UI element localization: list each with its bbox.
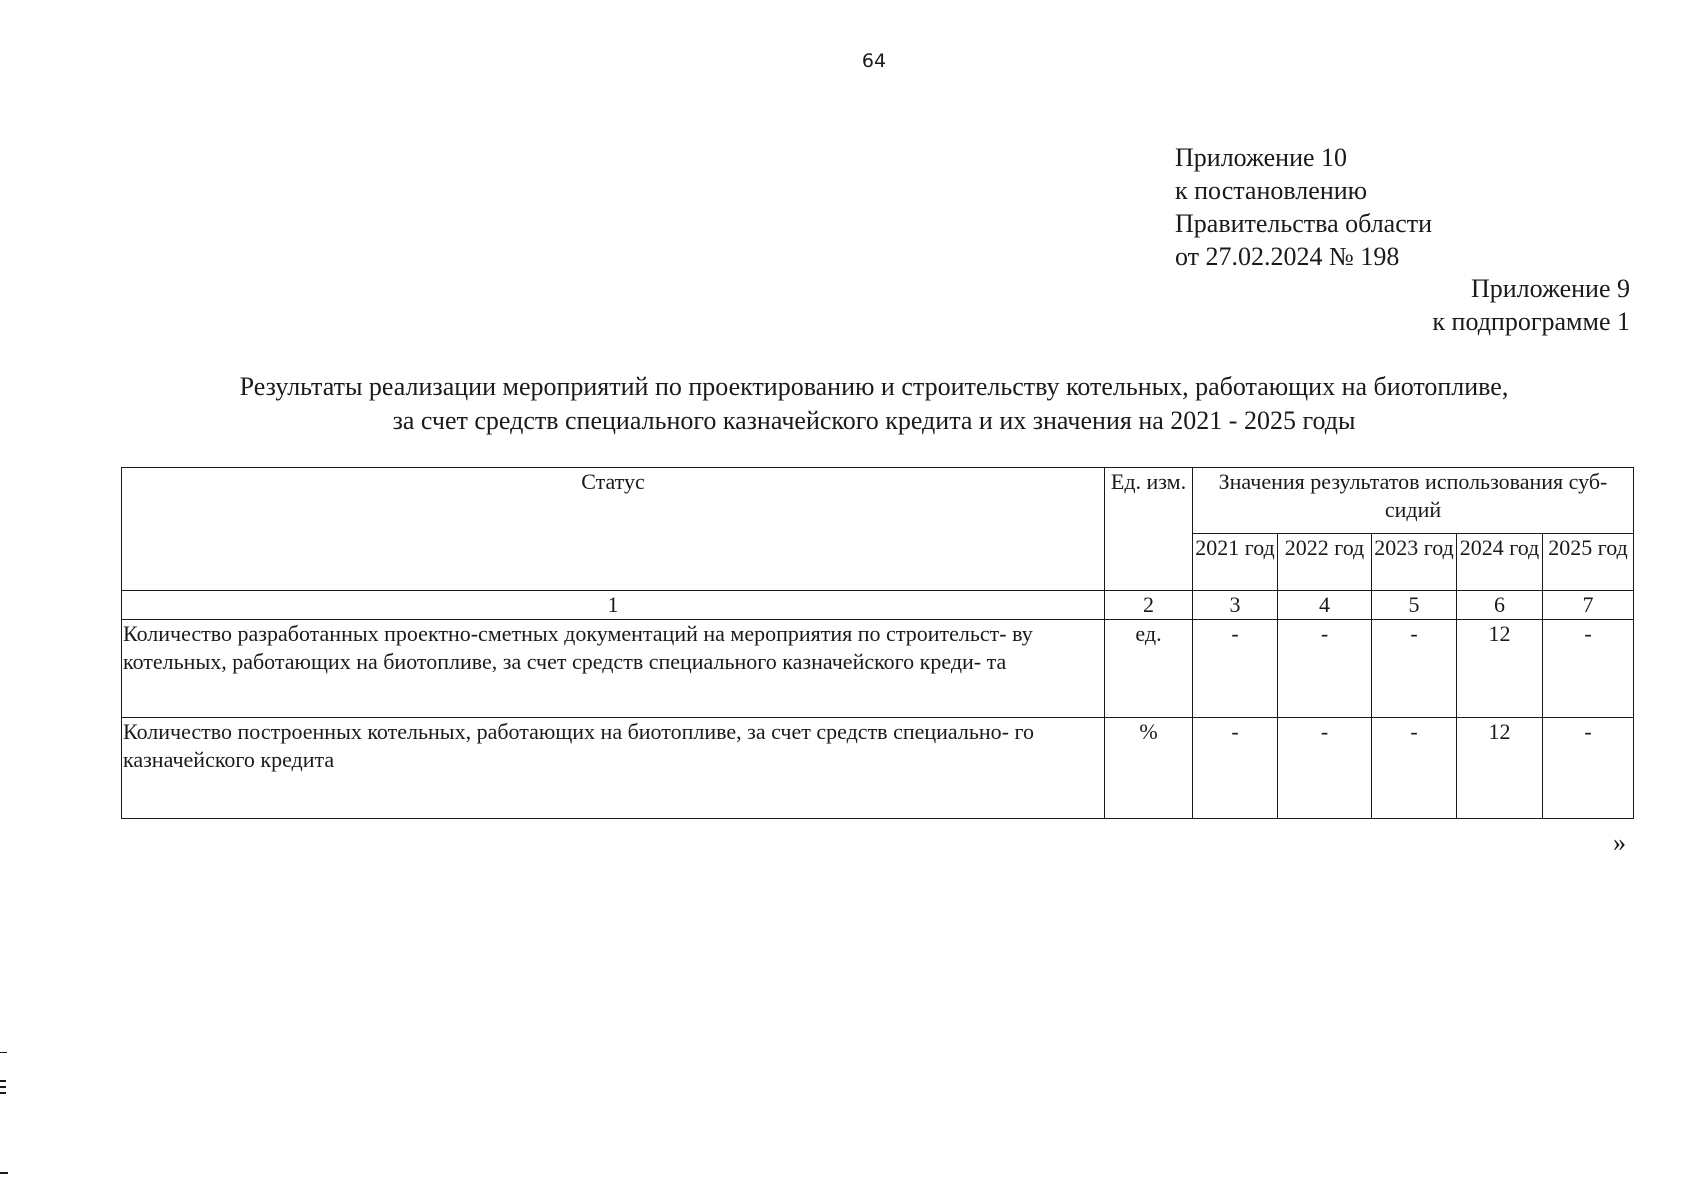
appendix-10-block — [1175, 141, 1432, 273]
results-table — [121, 467, 1634, 819]
document-title-line-1: Результаты реализации мероприятий по проектированию и строительству котельных, работающих на биотопливе, — [239, 372, 1509, 401]
column-number: 7 — [1543, 591, 1634, 620]
row-value: - — [1543, 620, 1634, 718]
appendix-10-line-4: от 27.02.2024 № 198 — [1175, 242, 1400, 271]
page-number: 64 — [861, 50, 887, 72]
header-year: 2022 год — [1278, 534, 1372, 591]
document-title-line-2: за счет средств специального казначейского кредита и их значения на 2021 - 2025 годы — [392, 406, 1356, 435]
column-number: 4 — [1278, 591, 1372, 620]
row-unit: ед. — [1105, 620, 1193, 718]
appendix-9-line-2: к подпрограмме 1 — [1432, 307, 1630, 336]
row-value: - — [1278, 620, 1372, 718]
row-value: - — [1278, 718, 1372, 819]
table-row — [122, 718, 1634, 819]
column-number: 5 — [1372, 591, 1457, 620]
row-unit: % — [1105, 718, 1193, 819]
appendix-9-block — [1432, 272, 1630, 338]
header-year: 2023 год — [1372, 534, 1457, 591]
row-value: - — [1372, 620, 1457, 718]
header-year: 2021 год — [1193, 534, 1278, 591]
row-value: 12 — [1457, 718, 1543, 819]
appendix-10-line-3: Правительства области — [1175, 209, 1433, 238]
scan-edge-mark — [0, 1092, 6, 1094]
scan-edge-mark — [0, 1080, 6, 1082]
row-status: Количество разработанных проектно-сметных документаций на мероприятия по строительст- ву котельных, работающих на биотопливе, за счет средств специального казначейского креди- та — [122, 620, 1105, 718]
row-value: - — [1543, 718, 1634, 819]
header-status: Статус — [122, 468, 1105, 591]
document-title — [0, 370, 1697, 438]
column-number: 3 — [1193, 591, 1278, 620]
appendix-10-line-1: Приложение 10 — [1175, 143, 1348, 172]
row-value: - — [1193, 718, 1278, 819]
row-value: - — [1372, 718, 1457, 819]
header-year: 2024 год — [1457, 534, 1543, 591]
column-number-row — [122, 591, 1634, 620]
scan-edge-mark — [0, 1172, 8, 1174]
appendix-10-line-2: к постановлению — [1175, 176, 1368, 205]
scan-edge-mark — [0, 1086, 6, 1088]
table-row — [122, 620, 1634, 718]
header-year: 2025 год — [1543, 534, 1634, 591]
row-status: Количество построенных котельных, работающих на биотопливе, за счет средств специально- го казначейского кредита — [122, 718, 1105, 819]
row-value: - — [1193, 620, 1278, 718]
closing-quote-mark: » — [1613, 828, 1626, 857]
scan-edge-mark — [0, 1052, 7, 1053]
header-unit: Ед. изм. — [1105, 468, 1193, 591]
row-value: 12 — [1457, 620, 1543, 718]
table-header-row — [122, 468, 1634, 534]
column-number: 1 — [122, 591, 1105, 620]
column-number: 6 — [1457, 591, 1543, 620]
column-number: 2 — [1105, 591, 1193, 620]
appendix-9-line-1: Приложение 9 — [1470, 274, 1630, 303]
header-values-group: Значения результатов использования суб- сидий — [1193, 468, 1634, 534]
